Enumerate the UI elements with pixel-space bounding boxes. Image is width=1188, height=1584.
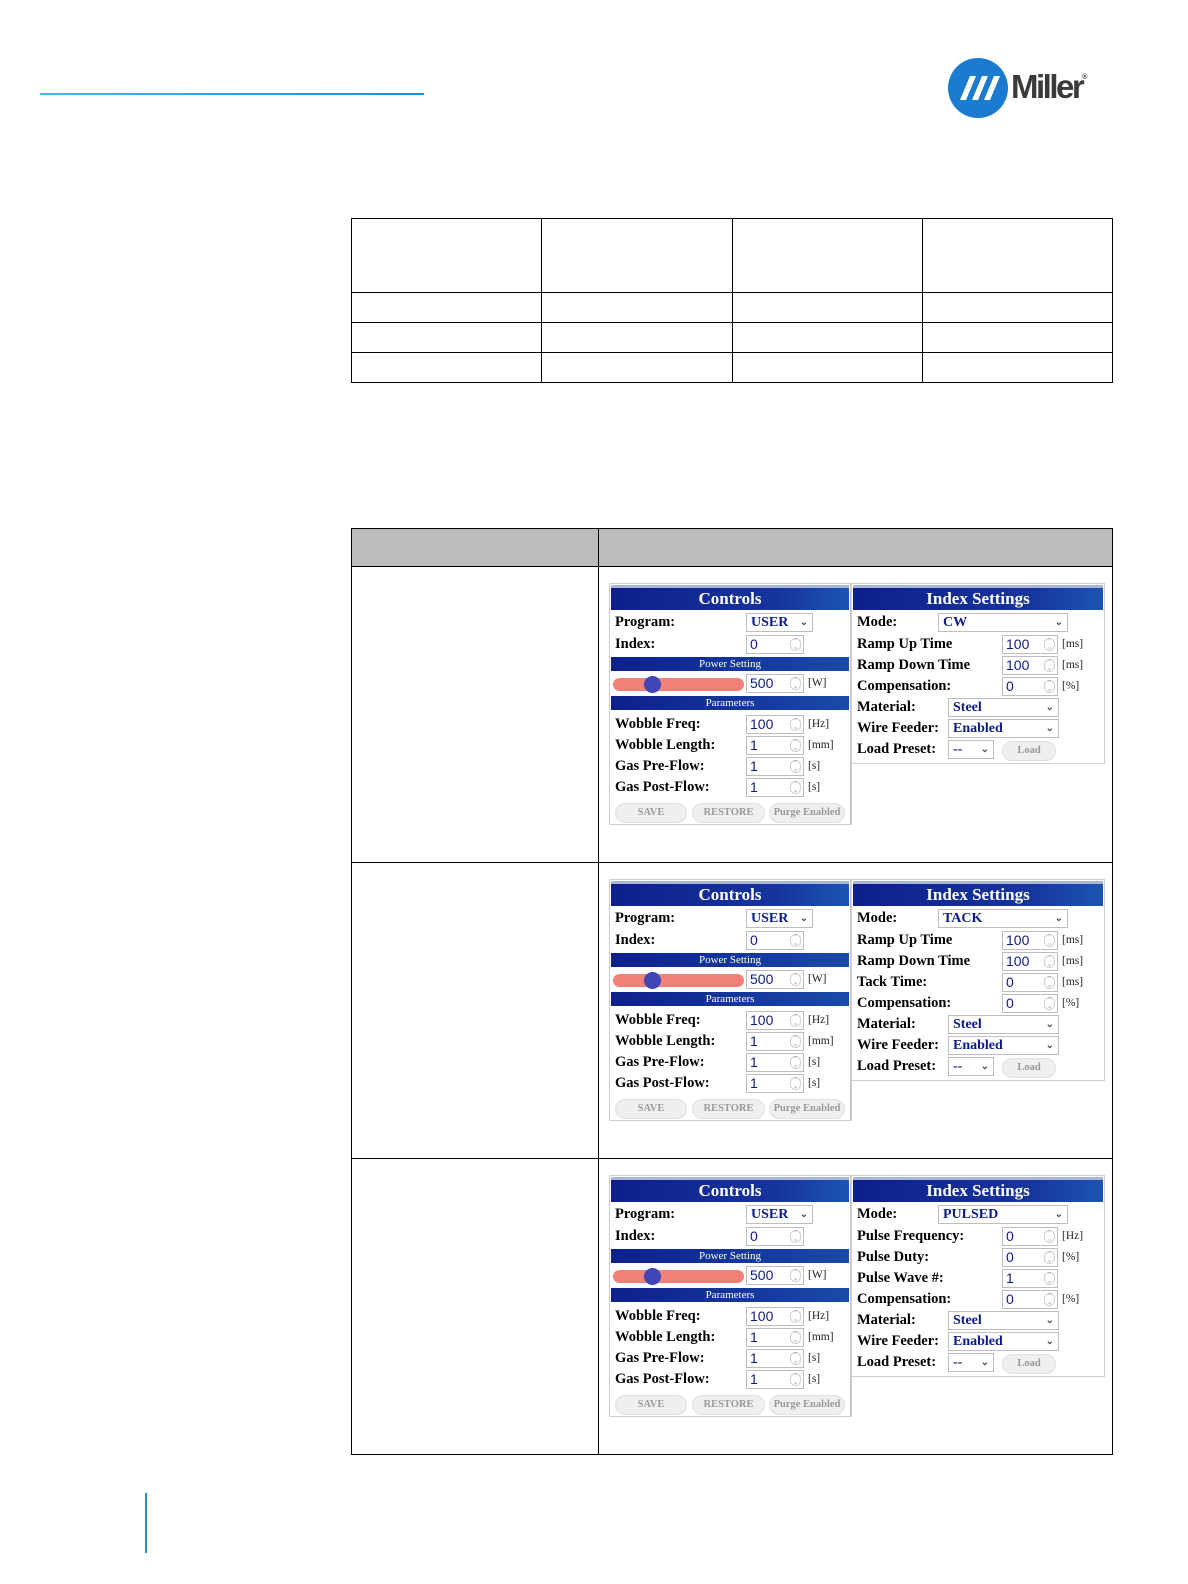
param-unit: [s] xyxy=(808,760,821,772)
param-input[interactable]: 1 ⌃ ⌄ xyxy=(746,757,804,776)
param-label: Gas Pre-Flow: xyxy=(615,1350,705,1366)
param-unit: [mm] xyxy=(808,1331,834,1343)
wire-feeder-label: Wire Feeder: xyxy=(857,720,939,736)
chevron-down-icon: ⌄ xyxy=(799,913,808,924)
index-field-label: Pulse Wave #: xyxy=(857,1270,944,1286)
power-setting-header: Power Setting xyxy=(611,1249,849,1263)
material-select[interactable]: Steel ⌄ xyxy=(948,1311,1059,1330)
param-input[interactable]: 1 ⌃ ⌄ xyxy=(746,736,804,755)
index-field-unit: [ms] xyxy=(1062,638,1084,650)
index-label: Index: xyxy=(615,636,656,652)
chevron-down-icon: ⌄ xyxy=(980,1061,989,1072)
logo-wordmark: Miller® xyxy=(1011,68,1088,105)
chevron-down-icon: ⌄ xyxy=(1045,1019,1054,1030)
load-preset-label: Load Preset: xyxy=(857,1058,937,1074)
index-field-input[interactable]: 100 ⌃ ⌄ xyxy=(1002,931,1058,950)
param-unit: [mm] xyxy=(808,1035,834,1047)
empty-table xyxy=(351,218,1113,383)
param-label: Wobble Freq: xyxy=(615,1308,701,1324)
param-label: Wobble Freq: xyxy=(615,1012,701,1028)
spinner-icon[interactable]: ⌃ ⌄ xyxy=(1044,1293,1055,1306)
material-label: Material: xyxy=(857,699,916,715)
index-settings-panel xyxy=(851,583,1105,764)
param-input[interactable]: 1 ⌃ ⌄ xyxy=(746,1074,804,1093)
param-label: Gas Post-Flow: xyxy=(615,779,710,795)
program-label: Program: xyxy=(615,1206,676,1222)
header-cell-right xyxy=(599,529,1113,567)
chevron-down-icon: ⌄ xyxy=(799,617,808,628)
chevron-down-icon: ⌄ xyxy=(1054,913,1063,924)
ui-screenshot-tack xyxy=(599,863,1112,1158)
index-field-input[interactable]: 0 ⌃ ⌄ xyxy=(1002,677,1058,696)
index-field-unit: [Hz] xyxy=(1062,1230,1084,1242)
param-label: Gas Pre-Flow: xyxy=(615,1054,705,1070)
param-input[interactable]: 100 ⌃ ⌄ xyxy=(746,715,804,734)
wire-feeder-label: Wire Feeder: xyxy=(857,1037,939,1053)
param-input[interactable]: 1 ⌃ ⌄ xyxy=(746,1328,804,1347)
index-field-label: Compensation: xyxy=(857,678,952,694)
save-button[interactable]: SAVE xyxy=(615,1395,687,1415)
chevron-down-icon: ⌄ xyxy=(1045,1040,1054,1051)
header-rule xyxy=(40,93,424,95)
chevron-down-icon: ⌄ xyxy=(799,1209,808,1220)
index-field-label: Compensation: xyxy=(857,995,952,1011)
spinner-icon[interactable]: ⌃ ⌄ xyxy=(790,1373,801,1386)
material-select[interactable]: Steel ⌄ xyxy=(948,698,1059,717)
restore-button[interactable]: RESTORE xyxy=(692,1099,765,1119)
power-setting-header: Power Setting xyxy=(611,657,849,671)
parameters-header: Parameters xyxy=(611,1288,849,1302)
spinner-icon[interactable]: ⌃ ⌄ xyxy=(790,1352,801,1365)
controls-title: Controls xyxy=(611,881,849,906)
param-input[interactable]: 1 ⌃ ⌄ xyxy=(746,1370,804,1389)
load-preset-label: Load Preset: xyxy=(857,1354,937,1370)
controls-title: Controls xyxy=(611,1177,849,1202)
index-field-label: Ramp Up Time xyxy=(857,932,953,948)
param-unit: [s] xyxy=(808,1352,821,1364)
controls-panel xyxy=(609,583,852,825)
param-label: Wobble Length: xyxy=(615,1329,716,1345)
spinner-icon[interactable]: ⌃ ⌄ xyxy=(790,638,801,651)
program-label: Program: xyxy=(615,614,676,630)
controls-panel xyxy=(609,1175,852,1417)
index-settings-title: Index Settings xyxy=(853,585,1103,610)
spinner-icon[interactable]: ⌃ ⌄ xyxy=(790,781,801,794)
load-preset-select[interactable]: -- ⌄ xyxy=(948,1057,994,1076)
wire-feeder-select[interactable]: Enabled ⌄ xyxy=(948,1036,1059,1055)
index-field-input[interactable]: 0 ⌃ ⌄ xyxy=(1002,1290,1058,1309)
index-field-label: Pulse Frequency: xyxy=(857,1228,965,1244)
index-field-input[interactable]: 0 ⌃ ⌄ xyxy=(1002,1248,1058,1267)
purge-enabled-button[interactable]: Purge Enabled xyxy=(769,1395,845,1415)
program-select[interactable]: USER ⌄ xyxy=(746,909,813,928)
index-field-label: Pulse Duty: xyxy=(857,1249,930,1265)
index-field-label: Ramp Down Time xyxy=(857,657,971,673)
index-field-unit: [ms] xyxy=(1062,659,1084,671)
param-input[interactable]: 100 ⌃ ⌄ xyxy=(746,1307,804,1326)
load-preset-select[interactable]: -- ⌄ xyxy=(948,1353,994,1372)
parameters-header: Parameters xyxy=(611,992,849,1006)
power-unit: [W] xyxy=(808,973,827,985)
spinner-icon[interactable]: ⌃ ⌄ xyxy=(1044,955,1055,968)
index-field-unit: [ms] xyxy=(1062,976,1084,988)
restore-button[interactable]: RESTORE xyxy=(692,803,765,823)
spinner-icon[interactable]: ⌃ ⌄ xyxy=(1044,1230,1055,1243)
param-unit: [Hz] xyxy=(808,1014,830,1026)
chevron-down-icon: ⌄ xyxy=(1045,723,1054,734)
power-setting-header: Power Setting xyxy=(611,953,849,967)
header-cell-left xyxy=(352,529,599,567)
param-label: Gas Post-Flow: xyxy=(615,1075,710,1091)
index-field-input[interactable]: 0 ⌃ ⌄ xyxy=(1002,973,1058,992)
power-slider[interactable] xyxy=(613,678,744,691)
power-input[interactable]: 500 ⌃ ⌄ xyxy=(746,674,804,693)
table-row xyxy=(352,863,1113,1159)
index-field-unit: [%] xyxy=(1062,997,1080,1009)
program-label: Program: xyxy=(615,910,676,926)
power-slider[interactable] xyxy=(613,974,744,987)
chevron-down-icon: ⌄ xyxy=(1045,1336,1054,1347)
chevron-down-icon: ⌄ xyxy=(1054,617,1063,628)
power-unit: [W] xyxy=(808,1269,827,1281)
spinner-icon[interactable]: ⌃ ⌄ xyxy=(790,718,801,731)
index-field-unit: [ms] xyxy=(1062,934,1084,946)
param-unit: [Hz] xyxy=(808,718,830,730)
param-unit: [Hz] xyxy=(808,1310,830,1322)
spinner-icon[interactable]: ⌃ ⌄ xyxy=(1044,934,1055,947)
index-field-label: Tack Time: xyxy=(857,974,928,990)
index-field-label: Ramp Up Time xyxy=(857,636,953,652)
mode-select[interactable]: CW ⌄ xyxy=(938,613,1068,632)
spinner-icon[interactable]: ⌃ ⌄ xyxy=(1044,659,1055,672)
spinner-icon[interactable]: ⌃ ⌄ xyxy=(1044,976,1055,989)
power-slider[interactable] xyxy=(613,1270,744,1283)
load-preset-select[interactable]: -- ⌄ xyxy=(948,740,994,759)
slider-handle[interactable] xyxy=(644,676,661,693)
param-label: Gas Pre-Flow: xyxy=(615,758,705,774)
index-label: Index: xyxy=(615,932,656,948)
program-select[interactable]: USER ⌄ xyxy=(746,1205,813,1224)
wire-feeder-select[interactable]: Enabled ⌄ xyxy=(948,719,1059,738)
index-settings-title: Index Settings xyxy=(853,881,1103,906)
spinner-icon[interactable]: ⌃ ⌄ xyxy=(1044,680,1055,693)
param-input[interactable]: 100 ⌃ ⌄ xyxy=(746,1011,804,1030)
material-label: Material: xyxy=(857,1312,916,1328)
save-button[interactable]: SAVE xyxy=(615,803,687,823)
chevron-down-icon: ⌄ xyxy=(980,744,989,755)
index-field-input[interactable]: 100 ⌃ ⌄ xyxy=(1002,656,1058,675)
spinner-icon[interactable]: ⌃ ⌄ xyxy=(790,1056,801,1069)
ui-screenshot-cw xyxy=(599,567,1112,862)
index-field-input[interactable]: 0 ⌃ ⌄ xyxy=(1002,1227,1058,1246)
spinner-icon[interactable]: ⌃ ⌄ xyxy=(790,1269,801,1282)
mode-label: Mode: xyxy=(857,614,898,630)
index-input[interactable]: 0 ⌃ ⌄ xyxy=(746,1227,804,1246)
param-label: Wobble Freq: xyxy=(615,716,701,732)
param-unit: [s] xyxy=(808,1056,821,1068)
screens-table xyxy=(351,528,1113,1455)
index-field-input[interactable]: 0 ⌃ ⌄ xyxy=(1002,994,1058,1013)
spinner-icon[interactable]: ⌃ ⌄ xyxy=(1044,1251,1055,1264)
param-label: Gas Post-Flow: xyxy=(615,1371,710,1387)
mode-select[interactable]: TACK ⌄ xyxy=(938,909,1068,928)
index-input[interactable]: 0 ⌃ ⌄ xyxy=(746,635,804,654)
restore-button[interactable]: RESTORE xyxy=(692,1395,765,1415)
purge-enabled-button[interactable]: Purge Enabled xyxy=(769,803,845,823)
power-input[interactable]: 500 ⌃ ⌄ xyxy=(746,970,804,989)
purge-enabled-button[interactable]: Purge Enabled xyxy=(769,1099,845,1119)
spinner-icon[interactable]: ⌃ ⌄ xyxy=(1044,1272,1055,1285)
spinner-icon[interactable]: ⌃ ⌄ xyxy=(790,739,801,752)
load-button[interactable]: Load xyxy=(1002,1354,1056,1374)
power-unit: [W] xyxy=(808,677,827,689)
slider-handle[interactable] xyxy=(644,972,661,989)
spinner-icon[interactable]: ⌃ ⌄ xyxy=(790,677,801,690)
index-field-label: Compensation: xyxy=(857,1291,952,1307)
save-button[interactable]: SAVE xyxy=(615,1099,687,1119)
spinner-icon[interactable]: ⌃ ⌄ xyxy=(790,1035,801,1048)
material-label: Material: xyxy=(857,1016,916,1032)
chevron-down-icon: ⌄ xyxy=(980,1357,989,1368)
param-input[interactable]: 1 ⌃ ⌄ xyxy=(746,1349,804,1368)
load-preset-label: Load Preset: xyxy=(857,741,937,757)
mode-select[interactable]: PULSED ⌄ xyxy=(938,1205,1068,1224)
spinner-icon[interactable]: ⌃ ⌄ xyxy=(1044,997,1055,1010)
index-settings-title: Index Settings xyxy=(853,1177,1103,1202)
slider-handle[interactable] xyxy=(644,1268,661,1285)
param-unit: [s] xyxy=(808,1373,821,1385)
controls-panel xyxy=(609,879,852,1121)
index-field-unit: [%] xyxy=(1062,680,1080,692)
miller-logo xyxy=(948,58,1087,118)
controls-title: Controls xyxy=(611,585,849,610)
wire-feeder-label: Wire Feeder: xyxy=(857,1333,939,1349)
ui-screenshot-pulsed xyxy=(599,1159,1112,1454)
param-input[interactable]: 1 ⌃ ⌄ xyxy=(746,778,804,797)
table-row xyxy=(352,567,1113,863)
index-field-unit: [%] xyxy=(1062,1251,1080,1263)
parameters-header: Parameters xyxy=(611,696,849,710)
index-field-unit: [ms] xyxy=(1062,955,1084,967)
spinner-icon[interactable]: ⌃ ⌄ xyxy=(790,1230,801,1243)
index-input[interactable]: 0 ⌃ ⌄ xyxy=(746,931,804,950)
spinner-icon[interactable]: ⌃ ⌄ xyxy=(790,1331,801,1344)
load-button[interactable]: Load xyxy=(1002,741,1056,761)
chevron-down-icon: ⌄ xyxy=(1054,1209,1063,1220)
spinner-icon[interactable]: ⌃ ⌄ xyxy=(790,934,801,947)
param-unit: [mm] xyxy=(808,739,834,751)
mode-label: Mode: xyxy=(857,910,898,926)
spinner-icon[interactable]: ⌃ ⌄ xyxy=(790,1310,801,1323)
index-field-unit: [%] xyxy=(1062,1293,1080,1305)
param-label: Wobble Length: xyxy=(615,1033,716,1049)
spinner-icon[interactable]: ⌃ ⌄ xyxy=(790,973,801,986)
param-unit: [s] xyxy=(808,1077,821,1089)
index-field-input[interactable]: 100 ⌃ ⌄ xyxy=(1002,952,1058,971)
material-select[interactable]: Steel ⌄ xyxy=(948,1015,1059,1034)
miller-logo-icon xyxy=(948,58,1008,118)
spinner-icon[interactable]: ⌃ ⌄ xyxy=(790,760,801,773)
footer-rule xyxy=(145,1493,147,1553)
index-field-label: Ramp Down Time xyxy=(857,953,971,969)
chevron-down-icon: ⌄ xyxy=(1045,702,1054,713)
param-input[interactable]: 1 ⌃ ⌄ xyxy=(746,1053,804,1072)
program-select[interactable]: USER ⌄ xyxy=(746,613,813,632)
param-label: Wobble Length: xyxy=(615,737,716,753)
chevron-down-icon: ⌄ xyxy=(1045,1315,1054,1326)
spinner-icon[interactable]: ⌃ ⌄ xyxy=(1044,638,1055,651)
spinner-icon[interactable]: ⌃ ⌄ xyxy=(790,1014,801,1027)
index-settings-panel xyxy=(851,1175,1105,1377)
index-settings-panel xyxy=(851,879,1105,1081)
param-input[interactable]: 1 ⌃ ⌄ xyxy=(746,1032,804,1051)
param-unit: [s] xyxy=(808,781,821,793)
power-input[interactable]: 500 ⌃ ⌄ xyxy=(746,1266,804,1285)
index-label: Index: xyxy=(615,1228,656,1244)
mode-label: Mode: xyxy=(857,1206,898,1222)
table-row xyxy=(352,1159,1113,1455)
index-field-input[interactable]: 100 ⌃ ⌄ xyxy=(1002,635,1058,654)
load-button[interactable]: Load xyxy=(1002,1058,1056,1078)
wire-feeder-select[interactable]: Enabled ⌄ xyxy=(948,1332,1059,1351)
spinner-icon[interactable]: ⌃ ⌄ xyxy=(790,1077,801,1090)
index-field-input[interactable]: 1 ⌃ ⌄ xyxy=(1002,1269,1058,1288)
